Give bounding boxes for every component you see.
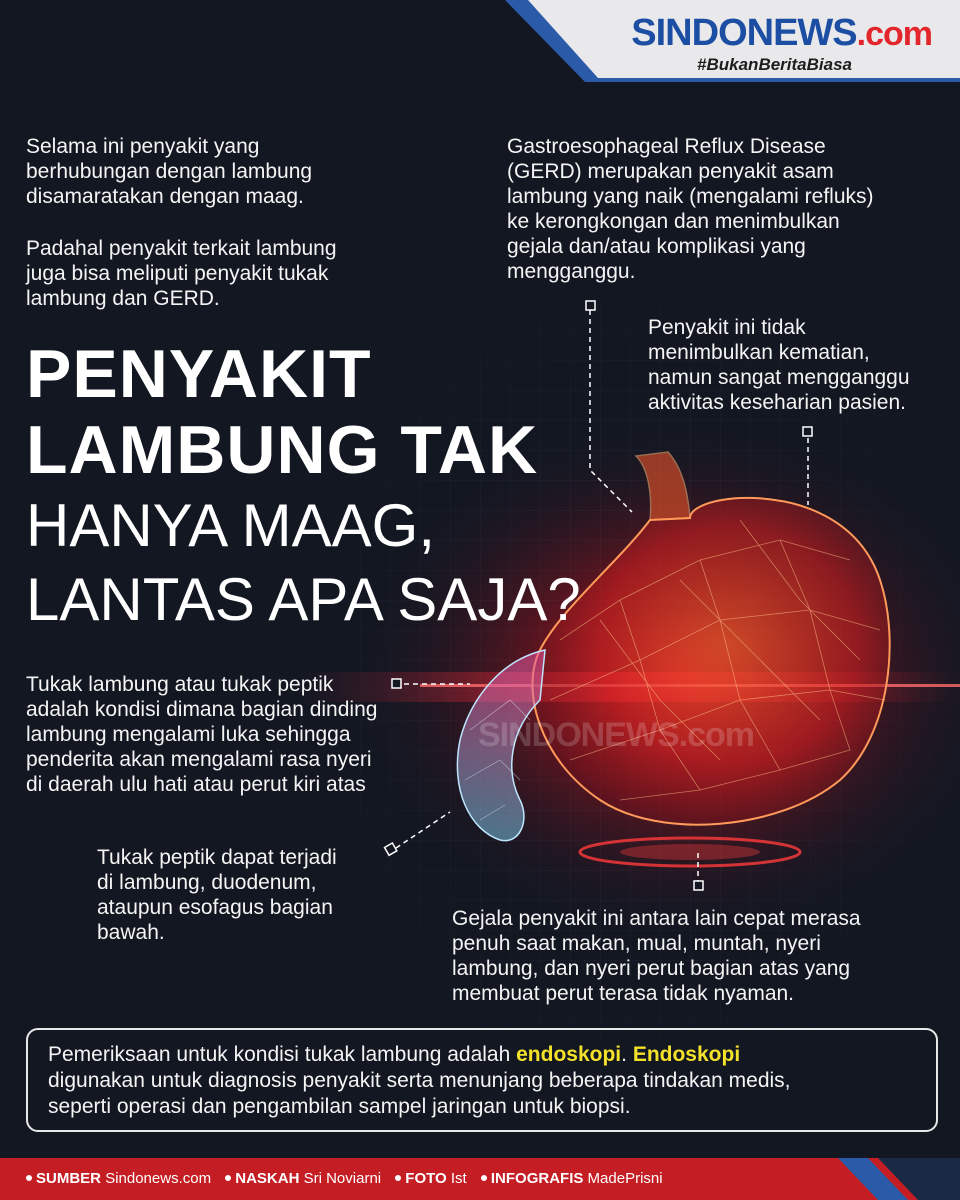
intro-paragraph-2 <box>26 236 337 311</box>
callout-highlight: Endoskopi <box>632 1043 741 1066</box>
gerd-note-line: menimbulkan kematian, <box>648 341 870 364</box>
callout-highlight: endoskopi <box>516 1043 622 1066</box>
callout-text: Pemeriksaan untuk kondisi tukak lambung adalah <box>48 1043 517 1066</box>
ulcer-def-line: Tukak lambung atau tukak peptik <box>26 673 334 696</box>
gerd-note <box>648 315 910 415</box>
callout-line-3: seperti operasi dan pengambilan sampel jaringan untuk biopsi. <box>48 1095 631 1118</box>
sindonews-logo[interactable]: SINDONEWS.com <box>631 12 932 54</box>
naskah-value: Sri Noviarni <box>303 1170 382 1187</box>
ulcer-location <box>97 845 337 945</box>
naskah-label: NASKAH <box>235 1170 300 1187</box>
ulcer-def-line: penderita akan mengalami rasa nyeri <box>26 748 372 771</box>
gerd-definition <box>507 134 874 284</box>
intro-p1-line: Selama ini penyakit yang <box>26 135 260 158</box>
intro-paragraph-1 <box>26 134 312 209</box>
foto-value: Ist <box>450 1170 467 1187</box>
ulcer-loc-line: bawah. <box>97 921 165 944</box>
gerd-symptoms <box>452 906 861 1006</box>
gerd-symptom-line: Gejala penyakit ini antara lain cepat merasa <box>452 907 861 930</box>
endoscopy-callout <box>26 1028 938 1132</box>
intro-p2-line: Padahal penyakit terkait lambung <box>26 237 337 260</box>
callout-line-1 <box>48 1042 916 1068</box>
gerd-note-line: aktivitas keseharian pasien. <box>648 391 906 414</box>
gerd-symptom-line: penuh saat makan, mual, muntah, nyeri <box>452 932 821 955</box>
sumber-value: Sindonews.com <box>105 1170 212 1187</box>
headline-line-4: LANTAS APA SAJA? <box>26 566 581 633</box>
ulcer-def-line: lambung mengalami luka sehingga <box>26 723 351 746</box>
gerd-symptom-line: lambung, dan nyeri perut bagian atas yang <box>452 957 851 980</box>
ulcer-def-line: adalah kondisi dimana bagian dinding <box>26 698 378 721</box>
gerd-def-line: gejala dan/atau komplikasi yang <box>507 235 806 258</box>
gerd-note-line: namun sangat mengganggu <box>648 366 910 389</box>
ulcer-loc-line: Tukak peptik dapat terjadi <box>97 846 337 869</box>
footer-credits <box>26 1170 673 1187</box>
intro-p1-line: berhubungan dengan lambung <box>26 160 313 183</box>
ulcer-loc-line: di lambung, duodenum, <box>97 871 317 894</box>
ulcer-loc-line: ataupun esofagus bagian <box>97 896 333 919</box>
gerd-def-line: mengganggu. <box>507 260 636 283</box>
watermark: SINDONEWS.com <box>478 716 755 754</box>
hashtag: #BukanBeritaBiasa <box>697 55 852 74</box>
callout-text: . <box>621 1043 633 1066</box>
sumber-label: SUMBER <box>36 1170 102 1187</box>
intro-p1-line: disamaratakan dengan maag. <box>26 185 304 208</box>
gerd-symptom-line: membuat perut terasa tidak nyaman. <box>452 982 795 1005</box>
headline-line-1: PENYAKIT <box>26 336 372 412</box>
callout-line-2: digunakan untuk diagnosis penyakit serta menunjang beberapa tindakan medis, <box>48 1069 791 1092</box>
intro-p2-line: lambung dan GERD. <box>26 287 220 310</box>
gerd-def-line: ke kerongkongan dan menimbulkan <box>507 210 840 233</box>
gerd-def-line: Gastroesophageal Reflux Disease <box>507 135 826 158</box>
headline-line-2: LAMBUNG TAK <box>26 412 539 488</box>
foto-label: FOTO <box>405 1170 447 1187</box>
infografis-value: MadePrisni <box>587 1170 663 1187</box>
gerd-note-line: Penyakit ini tidak <box>648 316 806 339</box>
infografis-label: INFOGRAFIS <box>490 1170 584 1187</box>
headline-line-3: HANYA MAAG, <box>26 492 435 559</box>
gerd-def-line: (GERD) merupakan penyakit asam <box>507 160 834 183</box>
ulcer-def-line: di daerah ulu hati atau perut kiri atas <box>26 773 366 796</box>
intro-p2-line: juga bisa meliputi penyakit tukak <box>26 262 329 285</box>
gerd-def-line: lambung yang naik (mengalami refluks) <box>507 185 874 208</box>
ulcer-definition <box>26 672 377 797</box>
